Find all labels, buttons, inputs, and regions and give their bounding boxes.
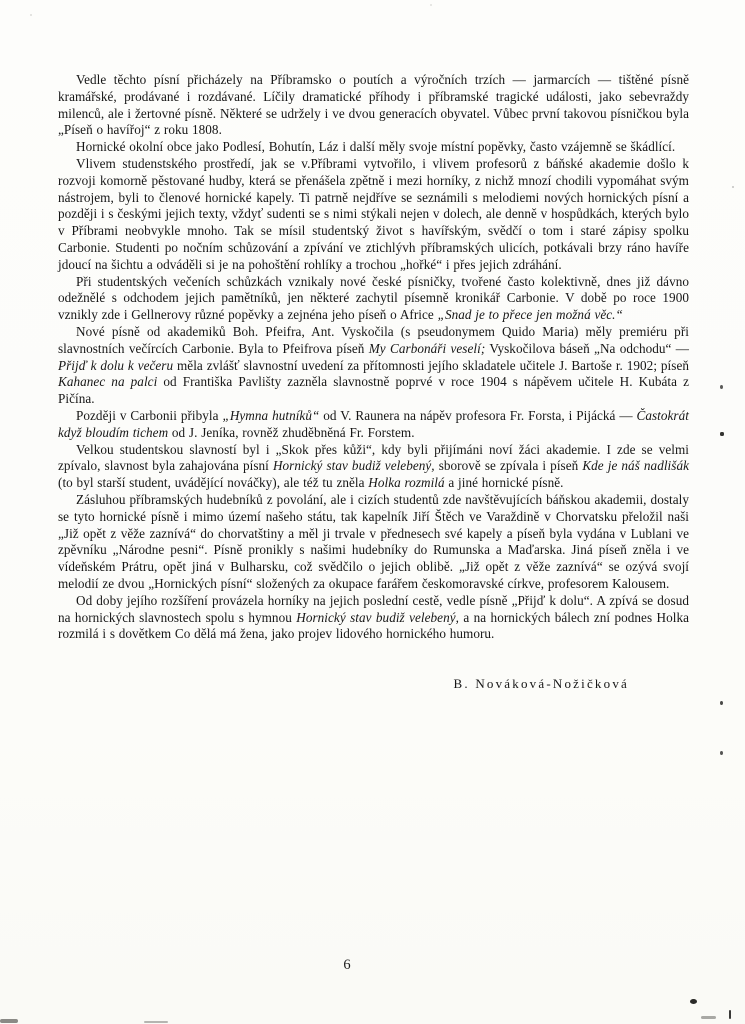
text-run: měla zvlášť slavnostní uvedení za přítomnosti jejího skladatele učitele J. Bartoše r. 1902; píseň [173,357,689,373]
text-run: Později v Carbonii přibyla [76,407,223,423]
text-run: Od doby jejího rozšíření provázela horníky na jejich poslední cestě, vedle písně „Přijď k dolu“. A zpívá se dosud na hornických slavnostech spolu s hymnou [58,592,689,625]
song-title-italic: Hornický stav budiž velebený, [272,458,435,474]
text-run: od Františka Pavlišty zazněla slavnostně poprvé v roce 1904 s nápěvem učitele H. Kubáta z Pičína. [58,374,689,407]
text-run: (to byl starší student, uvádějící nováčky), ale též tu zněla [58,475,369,491]
paragraph [58,274,689,324]
song-title-italic: „Snad je to přece jen možná věc.“ [437,307,623,323]
scan-speck [430,4,432,6]
song-title-italic: My Carbonáři veselí; [368,340,486,356]
scan-speck [729,1010,731,1019]
scan-speck [732,186,734,188]
scan-speck [720,751,723,755]
scan-speck [30,14,32,16]
scan-speck [0,1019,18,1023]
paragraph [58,593,689,643]
scan-speck [144,1021,168,1023]
song-title-italic: Holka rozmilá [368,475,445,491]
song-title-italic: Kahanec na palci [58,374,158,390]
text-run: Nové písně od akademiků Boh. Pfeifra, Ant. Vyskočila (s pseudonymem Quido Maria) měly premiéru při slavnostních večírcích Carbonie. Byla to Pfeifrova píseň [58,323,689,356]
paragraph [58,156,689,274]
scan-speck [720,432,724,436]
song-title-italic: Častokrát když bloudím tichem [58,407,689,440]
text-run: Při studentských večeních schůzkách vznikaly nové české písničky, tvořené často kolektivně, dnes již dávno odežnělé s odchodem jejich pamětníků, jen některé zachytil písemně kronikář Carbonie. V době po roce 1900 vznikly zde i Gellnerovy různé popěvky a zejnéna jeho píseň o Africe [58,273,689,323]
signature-row [58,672,689,692]
song-title-italic: Hornický stav budiž velebený, [296,609,459,625]
song-title-italic: Přijď k dolu k večeru [58,357,174,373]
author-signature: B. Nováková-Nožičková [453,676,629,691]
text-run: Vlivem studenstského prostředí, jak se v.Příbrami vytvořilo, i vlivem profesorů z báňské akademie došlo k rozvoji komorně pěstované hudby, která se přenášela zpětně i mezi horníky, z nichž mnozí chodili vypomáhat svým nástrojem, byli to členové hornické kapely. Ti patrně nejdříve se seznámili s melodiemi nových hornických písní a později i s českými jejich texty, vždyť sudenti se s nimi stýkali nejen v dolech, ale denně v hospůdkách, kterých bylo v Příbrami neobvykle mnoho. Tak se mísil studentský život s havířským, svědčí o tom i staré zápisy spolku Carbonie. Studenti po nočním schůzování a zpívání ve ztichlývh příbramských ulicích, potkávali brzy ráno havíře jdoucí na šichtu a odváděli si je na pohoštění rohlíky a trochou „hořké“ i přes jejich zdráhání. [58,155,689,272]
text-run: Vedle těchto písní přicházely na Příbramsko o poutích a výročních trzích — jarmarcích — tištěné písně kramářské, prodávané i rozdávané. Líčily dramatické příhody i příbramské tragické události, jako sebevraždy milenců, ale i žertovné písně. Některé se udržely i ve dvou generacích obyvatel. Vůbec první takovou písničkou byla „Píseň o havířoj“ z roku 1808. [58,72,689,138]
text-run: Zásluhou příbramských hudebníků z povolání, ale i cizích studentů zde navštěvujících báňskou akademii, dostaly se tyto hornické písně i mimo území našeho státu, tak kapelník Jiří Štěch ve Varaždině v Chorvatsku přeložil naši „Již opět z věže zaznívá“ do chorvatštiny a měl ji trvale v přednesech své kapely a píseň byla vydána v Lublani ve zpěvníku „Národne pesni“. Písně pronikly s našimi hudebníky do Rumunska a Maďarska. Jiná píseň zněla i ve vídeňském Prátru, opět jiná v Bulharsku, což svědčilo o jejich oblibě. „Již opět z věže zaznívá“ se ozývá svojí melodií ze dvou „Hornických písní“ složených za okupace farářem českomoravské církve, profesorem Kalousem. [58,491,689,591]
paragraph [58,442,689,492]
text-run: od V. Raunera na nápěv profesora Fr. Forsta, i Pijácká — [319,407,637,423]
scan-speck [720,385,723,389]
song-title-italic: „Hymna hutníků“ [222,407,320,423]
paragraph [58,492,689,593]
body-text [58,72,689,643]
song-title-italic: Kde je náš nadlišák [582,458,689,474]
paragraph [58,72,689,139]
scan-speck [690,999,697,1004]
page-number: 6 [343,957,351,973]
text-run: od J. Jeníka, rovněž zhuděbněná Fr. Forstem. [168,424,415,440]
text-run: Velkou studentskou slavností byl i „Skok přes kůži“, kdy byli přijímáni noví žáci akademie. I zde se velmi zpívalo, slavnost byla zahajována písní [58,441,689,474]
paragraph [58,408,689,442]
text-run: Hornické okolní obce jako Podlesí, Bohutín, Láz i další měly svoje místní popěvky, často vzájemně se škádlící. [76,139,676,155]
text-run: Vyskočilova báseň „Na odchodu“ — [485,340,689,356]
scan-speck [720,701,723,705]
scan-speck [701,1016,716,1019]
text-run: a na hornických bálech zní podnes Holka rozmilá i s dovětkem Co dělá má žena, jako projev lidového hornického humoru. [58,609,689,642]
text-run: sborově se zpívala i píseň [434,458,583,474]
text-run: a jiné hornické písně. [444,475,564,491]
paragraph [58,139,689,156]
paragraph [58,324,689,408]
